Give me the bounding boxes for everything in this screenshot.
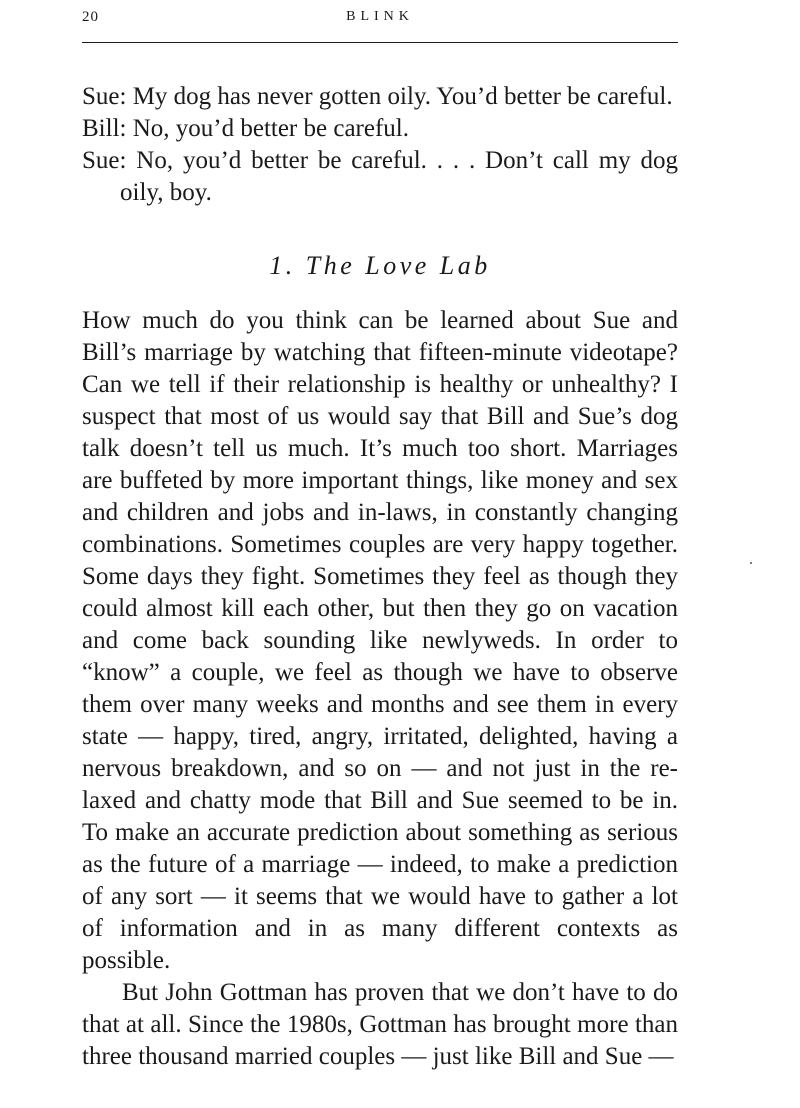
paragraph: But John Gottman has proven that we don’t have to do that at all. Since the 1980s, Gottman has brought more than three thousand married couples — just like Bill and Sue — <box>82 979 678 1070</box>
page-number: 20 <box>82 9 99 25</box>
speaker-name: Sue: <box>82 147 127 174</box>
dialogue-line <box>82 113 678 145</box>
dialogue-line <box>82 81 678 113</box>
dialogue-text: No, you’d better be careful. <box>132 115 409 142</box>
dialogue-block <box>82 81 678 209</box>
speaker-name: Sue: <box>82 83 127 110</box>
stray-ink-mark <box>750 562 752 564</box>
running-header <box>82 0 678 43</box>
section-title: 1. The Love Lab <box>269 251 491 280</box>
dialogue-text: My dog has never gotten oily. You’d better be careful. <box>132 83 673 110</box>
dialogue-line <box>82 145 678 209</box>
paragraph: How much do you think can be learned about Sue and Bill’s marriage by watching that fifteen-minute videotape? Can we tell if their relationship is healthy or unhealthy? I suspect that most of us would say that Bill and Sue’s dog talk doesn’t tell us much. It’s much too short. Marriages are buffeted by more important things, like money and sex and children and jobs and in-laws, in constantly changing combinations. Sometimes couples are very happy together. Some days they fight. Sometimes they feel as though they could almost kill each other, but then they go on vacation and come back sounding like newlyweds. In order to “know” a couple, we feel as though we have to observe them over many weeks and months and see them in every state — happy, tired, angry, irritated, delighted, having a nervous breakdown, and so on — and not just in the relaxed and chatty mode that Bill and Sue seemed to be in. To make an accurate prediction about something as serious as the future of a marriage — indeed, to make a prediction of any sort — it seems that we would have to gather a lot of information and in as many different contexts as possible. <box>82 307 678 974</box>
dialogue-text: No, you’d better be careful. . . . Don’t call my dog oily, boy. <box>120 147 678 206</box>
body-text <box>82 305 678 1073</box>
speaker-name: Bill: <box>82 115 127 142</box>
running-head-title: BLINK <box>346 9 414 24</box>
